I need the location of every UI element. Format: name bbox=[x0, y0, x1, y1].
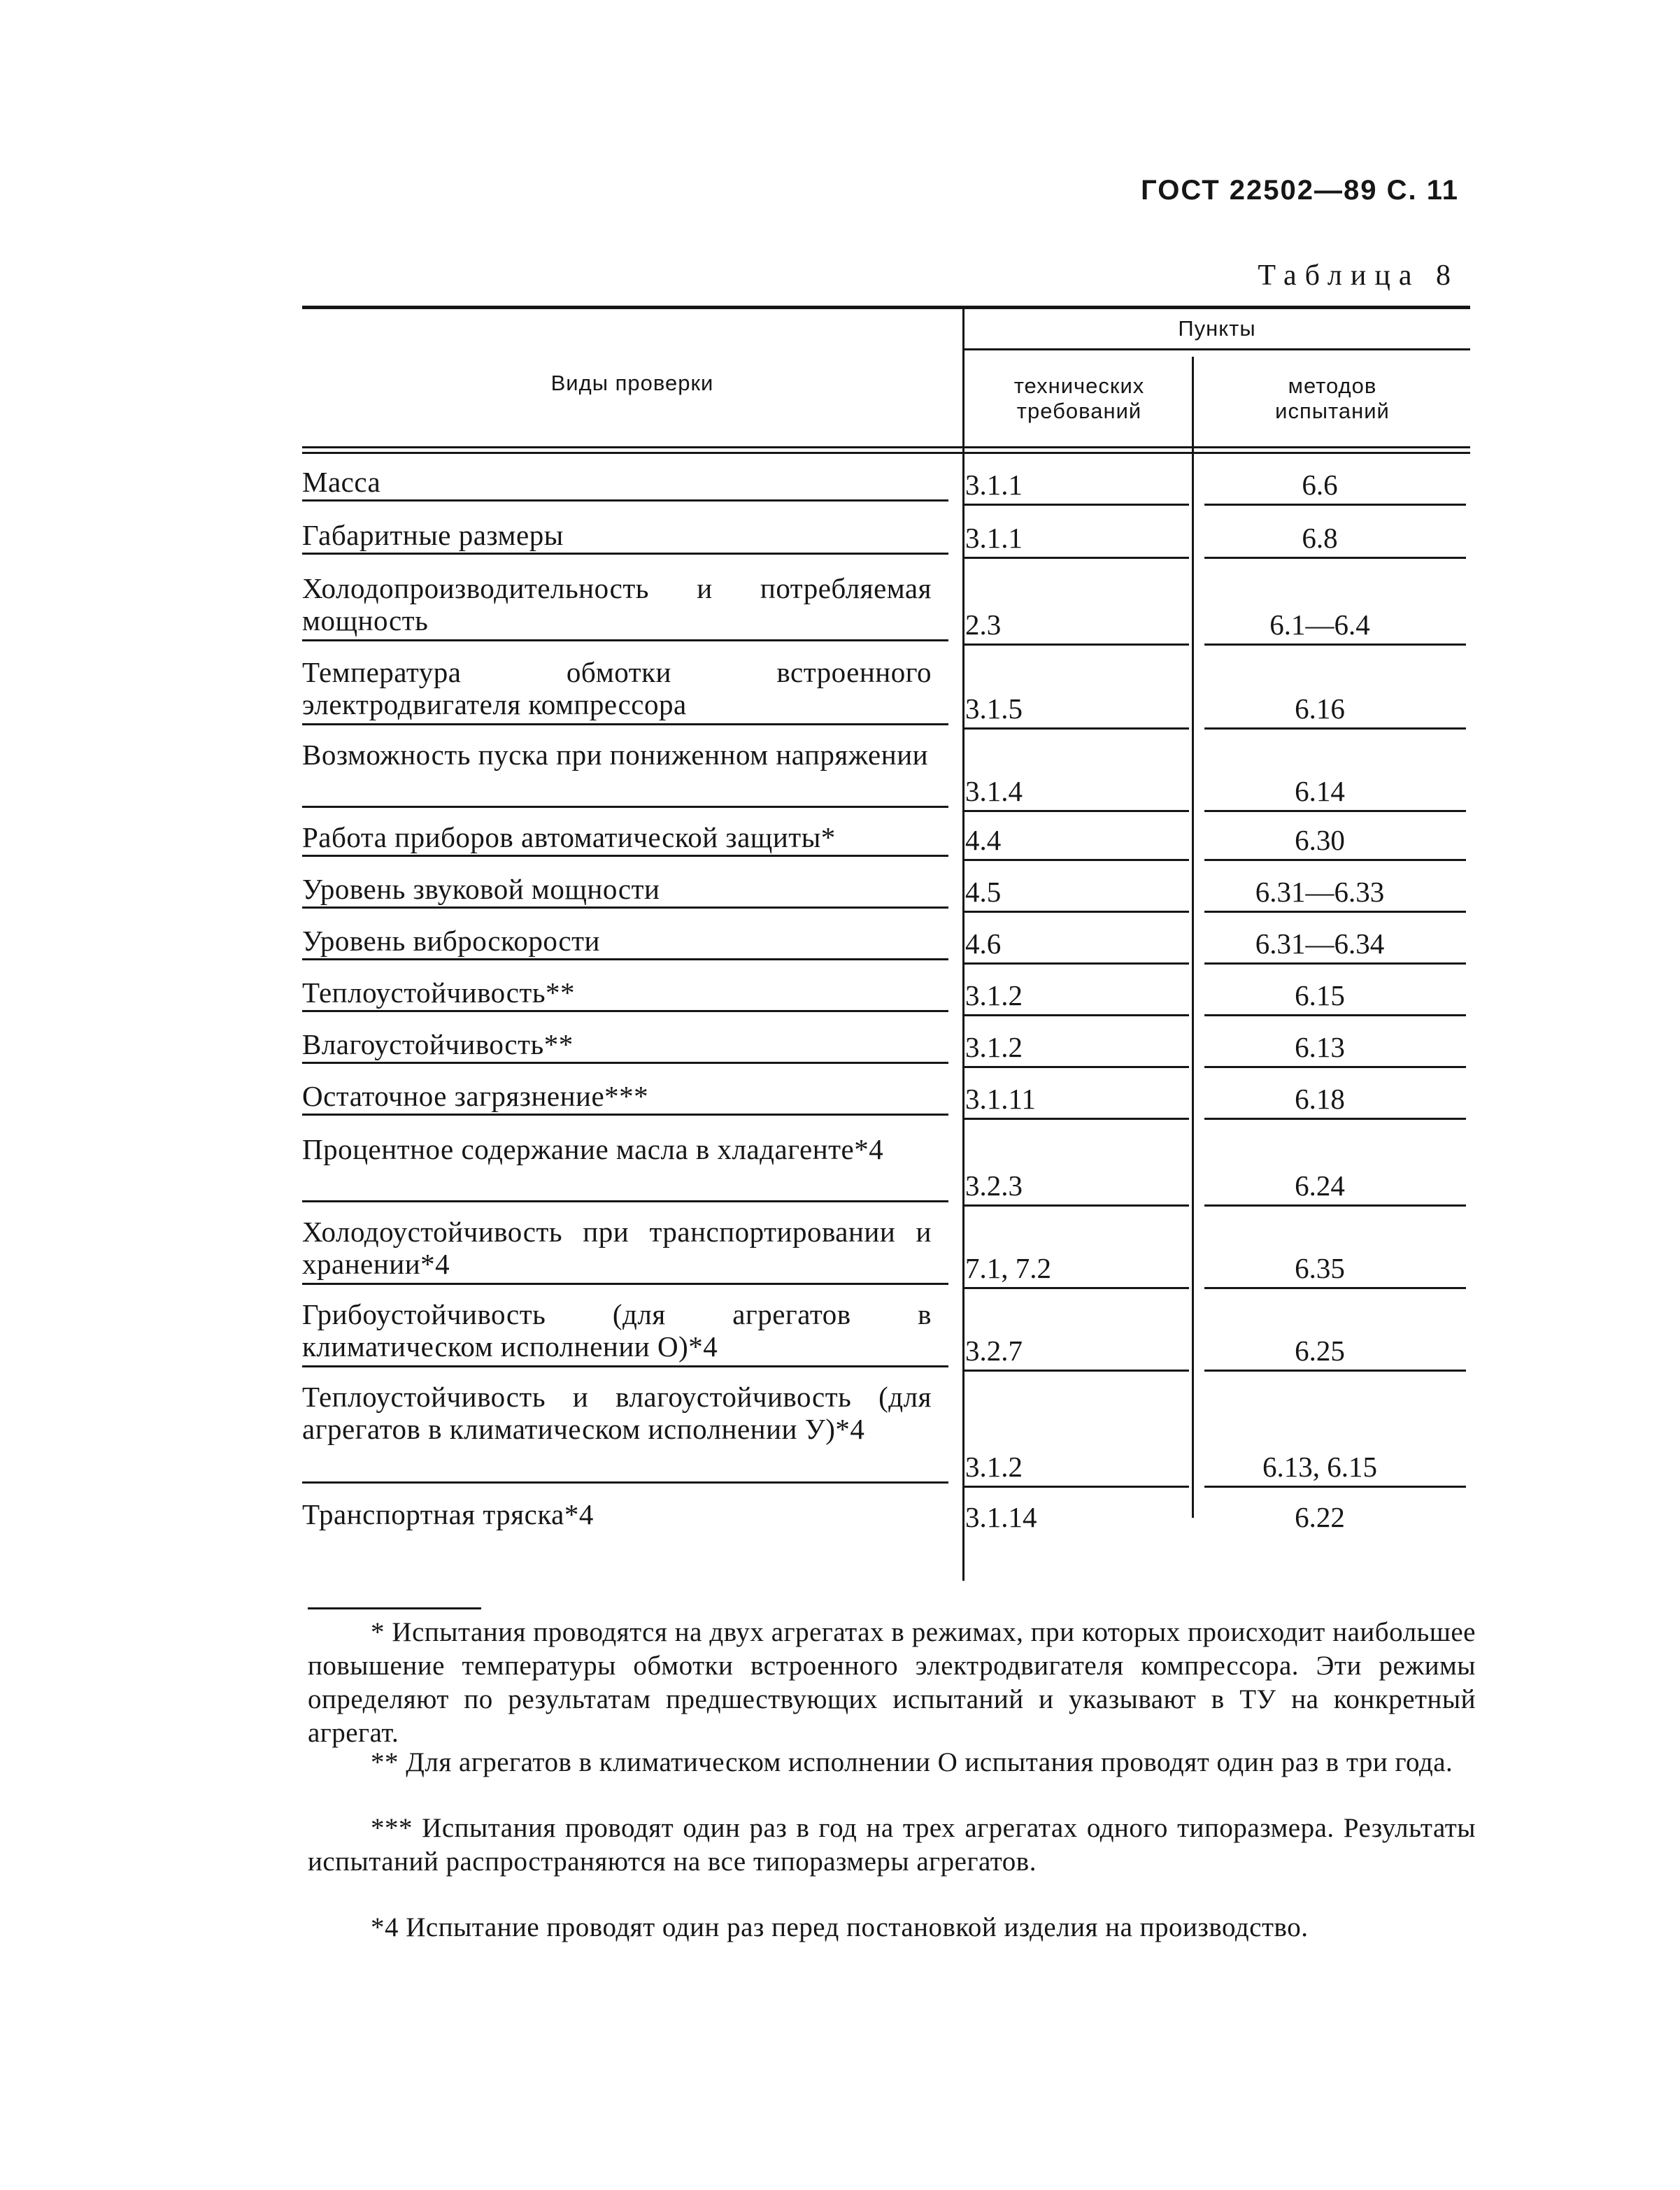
row-check-type: Температура обмотки встроенного электродвигателя компрессора bbox=[302, 656, 932, 720]
row-tech-ref: 4.6 bbox=[965, 927, 1002, 960]
row-rule-method bbox=[1204, 727, 1466, 730]
row-tech-ref: 3.1.1 bbox=[965, 522, 1023, 554]
table-row bbox=[302, 1077, 1470, 1116]
table-caption: Таблица 8 bbox=[1258, 259, 1459, 292]
row-tech-ref: 3.2.3 bbox=[965, 1169, 1023, 1202]
row-rule-method bbox=[1204, 1014, 1466, 1016]
row-method-ref: 6.35 bbox=[1295, 1252, 1345, 1284]
row-rule-method bbox=[1204, 1066, 1466, 1068]
row-rule-method bbox=[1204, 644, 1466, 646]
header-group: Пункты bbox=[1178, 316, 1256, 341]
row-tech-ref: 3.1.1 bbox=[965, 469, 1023, 501]
row-rule-method bbox=[1204, 962, 1466, 965]
row-tech-ref: 7.1, 7.2 bbox=[965, 1252, 1051, 1284]
row-rule-tech bbox=[964, 1370, 1189, 1372]
table-row bbox=[302, 653, 1470, 726]
header-bottom-rule bbox=[302, 446, 1470, 448]
header-bottom-rule-2 bbox=[302, 452, 1470, 454]
row-rule-name bbox=[302, 1481, 948, 1484]
row-rule-method bbox=[1204, 1370, 1466, 1372]
row-rule-tech bbox=[964, 1204, 1189, 1207]
row-method-ref: 6.1—6.4 bbox=[1269, 609, 1370, 641]
table-row bbox=[302, 736, 1470, 809]
row-rule-tech bbox=[964, 1014, 1189, 1016]
row-check-type: Габаритные размеры bbox=[302, 519, 564, 551]
row-rule-method bbox=[1204, 1486, 1466, 1488]
row-rule-name bbox=[302, 855, 948, 857]
row-rule-tech bbox=[964, 644, 1189, 646]
row-rule-tech bbox=[964, 810, 1189, 812]
row-method-ref: 6.18 bbox=[1295, 1083, 1345, 1115]
row-method-ref: 6.8 bbox=[1302, 522, 1338, 554]
row-tech-ref: 3.1.2 bbox=[965, 979, 1023, 1011]
row-rule-tech bbox=[964, 962, 1189, 965]
row-method-ref: 6.30 bbox=[1295, 824, 1345, 856]
row-method-ref: 6.13, 6.15 bbox=[1262, 1451, 1377, 1483]
row-tech-ref: 3.2.7 bbox=[965, 1335, 1023, 1367]
row-check-type: Теплоустойчивость** bbox=[302, 976, 576, 1009]
header-tech-column: технических требований bbox=[1013, 374, 1145, 423]
row-method-ref: 6.6 bbox=[1302, 469, 1338, 501]
row-rule-name bbox=[302, 958, 948, 960]
row-check-type: Работа приборов автоматической защиты* bbox=[302, 821, 836, 853]
footnote-4: *4 Испытание проводят один раз перед постановкой изделия на производство. bbox=[371, 1912, 1309, 1942]
table-row bbox=[302, 1025, 1470, 1065]
table-row bbox=[302, 569, 1470, 642]
row-rule-tech bbox=[964, 859, 1189, 861]
row-rule-tech bbox=[964, 911, 1189, 913]
row-check-type: Уровень виброскорости bbox=[302, 925, 600, 957]
row-method-ref: 6.13 bbox=[1295, 1031, 1345, 1063]
row-check-type: Грибоустойчивость (для агрегатов в климатическом исполнении О)*4 bbox=[302, 1298, 932, 1363]
row-rule-name bbox=[302, 1010, 948, 1012]
row-rule-tech bbox=[964, 1066, 1189, 1068]
footnote-rule bbox=[308, 1607, 481, 1609]
row-rule-name bbox=[302, 723, 948, 725]
row-rule-tech bbox=[964, 557, 1189, 559]
row-method-ref: 6.14 bbox=[1295, 775, 1345, 807]
row-rule-method bbox=[1204, 557, 1466, 559]
row-rule-tech bbox=[964, 1287, 1189, 1289]
table-row bbox=[302, 1378, 1470, 1484]
row-rule-name bbox=[302, 1200, 948, 1202]
row-rule-method bbox=[1204, 810, 1466, 812]
row-rule-method bbox=[1204, 1287, 1466, 1289]
row-check-type: Транспортная тряска*4 bbox=[302, 1498, 594, 1530]
table-row bbox=[302, 974, 1470, 1013]
row-check-type: Холодопроизводительность и потребляемая мощность bbox=[302, 572, 932, 637]
row-tech-ref: 3.1.14 bbox=[965, 1501, 1037, 1533]
row-rule-name bbox=[302, 1283, 948, 1285]
footnote-2: ** Для агрегатов в климатическом исполнении О испытания проводят один раз в три года. bbox=[371, 1747, 1453, 1777]
table-row bbox=[302, 1130, 1470, 1203]
table-row bbox=[302, 1295, 1470, 1368]
row-tech-ref: 3.1.2 bbox=[965, 1451, 1023, 1483]
row-check-type: Остаточное загрязнение*** bbox=[302, 1080, 649, 1112]
table-top-rule bbox=[302, 306, 1470, 309]
row-check-type: Возможность пуска при пониженном напряжении bbox=[302, 739, 929, 771]
table-row bbox=[302, 818, 1470, 858]
row-rule-name bbox=[302, 806, 948, 808]
table-row bbox=[302, 1213, 1470, 1286]
row-rule-name bbox=[302, 1062, 948, 1064]
row-check-type: Процентное содержание масла в хладагенте*4 bbox=[302, 1133, 884, 1165]
row-check-type: Влагоустойчивость** bbox=[302, 1028, 574, 1060]
row-check-type: Теплоустойчивость и влагоустойчивость (для агрегатов в климатическом исполнении У)*4 bbox=[302, 1381, 932, 1445]
row-method-ref: 6.16 bbox=[1295, 692, 1345, 725]
row-tech-ref: 3.1.5 bbox=[965, 692, 1023, 725]
table-row bbox=[302, 1495, 1470, 1535]
page-header: ГОСТ 22502—89 С. 11 bbox=[1141, 175, 1459, 206]
row-method-ref: 6.24 bbox=[1295, 1169, 1345, 1202]
row-check-type: Холодоустойчивость при транспортировании и хранении*4 bbox=[302, 1216, 932, 1280]
row-check-type: Уровень звуковой мощности bbox=[302, 873, 660, 905]
row-method-ref: 6.22 bbox=[1295, 1501, 1345, 1533]
header-name-column: Виды проверки bbox=[550, 371, 714, 395]
footnote-1: * Испытания проводятся на двух агрегатах в режимах, при которых происходит наибольшее повышение температуры обмотки встроенного электродвигателя компрессора. Эти режимы определяют по результатам предшествующих испытаний и указывают в ТУ на конкретный агрегат. bbox=[308, 1617, 1476, 1748]
row-method-ref: 6.31—6.34 bbox=[1255, 927, 1385, 960]
table-row bbox=[302, 463, 1470, 502]
row-rule-name bbox=[302, 499, 948, 502]
row-rule-method bbox=[1204, 859, 1466, 861]
header-method-column: методов испытаний bbox=[1275, 374, 1390, 423]
row-rule-name bbox=[302, 1365, 948, 1367]
row-tech-ref: 2.3 bbox=[965, 609, 1002, 641]
header-group-rule bbox=[964, 348, 1470, 350]
row-tech-ref: 3.1.11 bbox=[965, 1083, 1036, 1115]
footnote-3: *** Испытания проводят один раз в год на трех агрегатах одного типоразмера. Результаты испытаний распространяются на все типоразмеры агрегатов. bbox=[308, 1813, 1476, 1877]
row-rule-method bbox=[1204, 1118, 1466, 1120]
row-rule-tech bbox=[964, 1486, 1189, 1488]
row-tech-ref: 3.1.2 bbox=[965, 1031, 1023, 1063]
row-method-ref: 6.25 bbox=[1295, 1335, 1345, 1367]
row-rule-method bbox=[1204, 504, 1466, 506]
row-rule-method bbox=[1204, 911, 1466, 913]
table-row bbox=[302, 870, 1470, 909]
row-tech-ref: 3.1.4 bbox=[965, 775, 1023, 807]
row-rule-name bbox=[302, 1114, 948, 1116]
row-check-type: Масса bbox=[302, 466, 381, 498]
row-tech-ref: 4.5 bbox=[965, 876, 1002, 908]
row-method-ref: 6.31—6.33 bbox=[1255, 876, 1385, 908]
row-tech-ref: 4.4 bbox=[965, 824, 1002, 856]
row-rule-name bbox=[302, 553, 948, 555]
table-row bbox=[302, 922, 1470, 961]
row-rule-tech bbox=[964, 504, 1189, 506]
row-rule-name bbox=[302, 639, 948, 641]
row-rule-tech bbox=[964, 1118, 1189, 1120]
row-method-ref: 6.15 bbox=[1295, 979, 1345, 1011]
row-rule-method bbox=[1204, 1204, 1466, 1207]
row-rule-name bbox=[302, 906, 948, 909]
row-rule-tech bbox=[964, 727, 1189, 730]
table-row bbox=[302, 516, 1470, 555]
